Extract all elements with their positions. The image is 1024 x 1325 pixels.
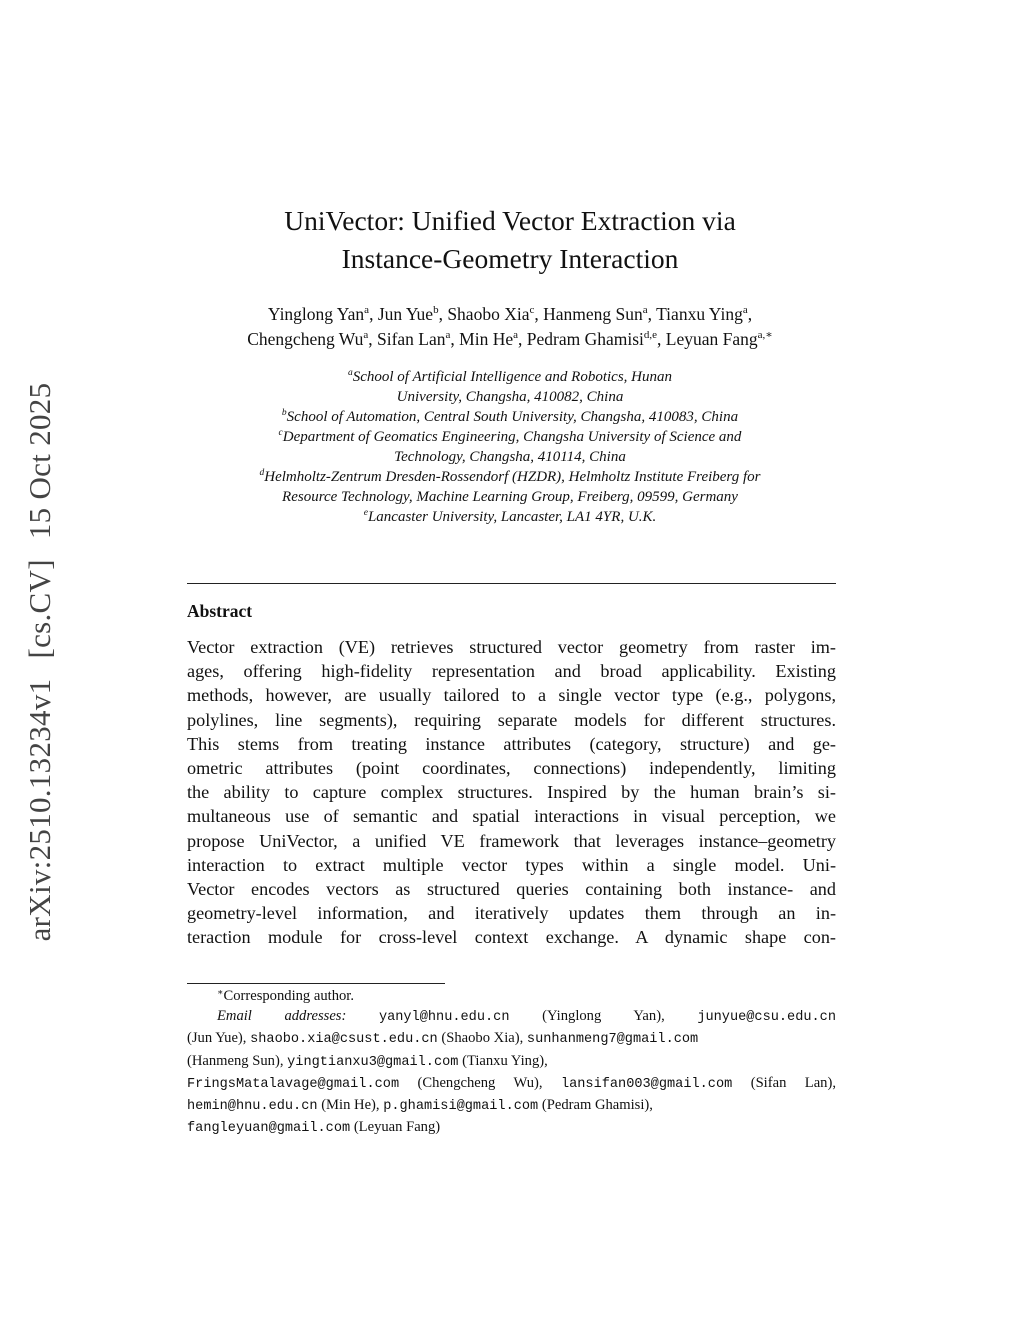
author-name: Pedram Ghamisi bbox=[526, 329, 644, 349]
affil-marker: c bbox=[278, 428, 283, 438]
author-name: Chengcheng Wu bbox=[247, 329, 364, 349]
affil-marker: d bbox=[259, 468, 265, 478]
abstract-line: ages, offering high-fidelity representation and broad applicability. Existing bbox=[187, 661, 836, 682]
affil-line: Technology, Changsha, 410114, China bbox=[394, 449, 626, 465]
abstract-line: the ability to capture complex structures. Inspired by the human brain’s si- bbox=[187, 782, 836, 803]
author-affil-marker: a bbox=[642, 304, 648, 316]
affiliation-a-cont bbox=[140, 387, 880, 407]
email-link[interactable]: p.ghamisi@gmail.com bbox=[383, 1099, 539, 1115]
author-affil-marker: a,∗ bbox=[757, 329, 773, 341]
affil-marker: e bbox=[363, 508, 368, 518]
affiliation-b bbox=[140, 407, 880, 427]
affiliation-d bbox=[140, 467, 880, 487]
author-affil-marker: c bbox=[529, 304, 535, 316]
abstract-line: propose UniVector, a unified VE framework that leverages instance–geometry bbox=[187, 830, 836, 851]
affiliation-a bbox=[140, 367, 880, 387]
abstract-line: Vector extraction (VE) retrieves structured vector geometry from raster im- bbox=[187, 637, 836, 657]
abstract-line: interaction to extract multiple vector types within a single model. Uni- bbox=[187, 854, 836, 875]
author-affil-marker: a bbox=[513, 329, 518, 341]
paper-title bbox=[140, 202, 880, 278]
author-affil-marker: a bbox=[445, 329, 451, 341]
footnote bbox=[187, 986, 836, 1139]
arxiv-date: 15 Oct 2025 bbox=[22, 382, 57, 540]
arxiv-sidebar-stamp bbox=[22, 383, 58, 942]
email-line: (Hanmeng Sun), yingtianxu3@gmail.com (Tianxu Ying), bbox=[187, 1052, 548, 1070]
author-name: Jun Yue bbox=[377, 304, 434, 324]
footnote-rule bbox=[187, 983, 445, 984]
email-owner: (Hanmeng Sun) bbox=[187, 1052, 280, 1069]
title-line-1: UniVector: Unified Vector Extraction via bbox=[284, 205, 736, 236]
email-owner: (Min He) bbox=[321, 1097, 376, 1114]
email-owner: (Leyuan Fang) bbox=[353, 1119, 441, 1136]
affiliation-e bbox=[140, 507, 880, 527]
email-link[interactable]: FringsMatalavage@gmail.com bbox=[187, 1076, 400, 1092]
email-line: hemin@hnu.edu.cn (Min He), p.ghamisi@gmail.com (Pedram Ghamisi), bbox=[187, 1097, 653, 1115]
author-affil-marker: d,e bbox=[643, 329, 658, 341]
affil-marker: a bbox=[347, 368, 353, 378]
email-line bbox=[187, 1117, 836, 1139]
author-affil-marker: a bbox=[364, 304, 370, 316]
author-line-2: Chengcheng Wu$^a$, Sifan Lan$^a$, Min He$^a$, Pedram Ghamisi$^{d,e}$, Leyuan Fang$^{a,∗}$ bbox=[247, 329, 773, 349]
author-affil-marker: a bbox=[363, 329, 369, 341]
affil-line: School of Automation, Central South University, Changsha, 410083, China bbox=[286, 409, 739, 425]
footnote-marker: ∗ bbox=[217, 988, 224, 998]
abstract-line: ometric attributes (point coordinates, connections) independently, limiting bbox=[187, 758, 836, 779]
abstract-line: polylines, line segments), requiring separate models for different structures. bbox=[187, 709, 836, 730]
email-link[interactable]: hemin@hnu.edu.cn bbox=[187, 1099, 318, 1115]
email-owner: (Pedram Ghamisi) bbox=[541, 1097, 650, 1114]
affil-marker: b bbox=[281, 408, 287, 418]
author-list bbox=[140, 302, 880, 352]
author-line-1: Yinglong Yan$^a$, Jun Yue$^b$, Shaobo Xia$^c$, Hanmeng Sun$^a$, Tianxu Ying$^a$, bbox=[267, 304, 753, 324]
affil-line: Resource Technology, Machine Learning Group, Freiberg, 09599, Germany bbox=[282, 489, 738, 505]
email-link[interactable]: yingtianxu3@gmail.com bbox=[287, 1054, 459, 1070]
author-affil-marker: b bbox=[433, 304, 439, 316]
email-link[interactable]: lansifan003@gmail.com bbox=[560, 1076, 733, 1092]
email-line: (Jun Yue), shaobo.xia@csust.edu.cn (Shaobo Xia), sunhanmeng7@gmail.com bbox=[187, 1030, 699, 1048]
email-owner: (Sifan Lan) bbox=[750, 1074, 833, 1091]
email-owner: (Yinglong Yan) bbox=[542, 1008, 662, 1025]
abstract-top-rule bbox=[187, 583, 836, 584]
email-owner: (Tianxu Ying) bbox=[462, 1052, 545, 1069]
abstract-line: This stems from treating instance attributes (category, structure) and ge- bbox=[187, 733, 836, 754]
author-name: Shaobo Xia bbox=[447, 304, 530, 324]
abstract-line: multaneous use of semantic and spatial interactions in visual perception, we bbox=[187, 806, 836, 827]
email-line: Email addresses: yanyl@hnu.edu.cn (Yinglong Yan), junyue@csu.edu.cn bbox=[217, 1008, 836, 1026]
affiliations bbox=[140, 367, 880, 527]
title-line-2: Instance-Geometry Interaction bbox=[341, 243, 679, 274]
affiliation-c-cont bbox=[140, 447, 880, 467]
author-name: Min He bbox=[459, 329, 514, 349]
email-link[interactable]: junyue@csu.edu.cn bbox=[697, 1010, 836, 1026]
author-name: Leyuan Fang bbox=[665, 329, 758, 349]
arxiv-category: [cs.CV] bbox=[22, 559, 57, 659]
abstract-line: geometry-level information, and iteratively updates them through an in- bbox=[187, 903, 836, 924]
email-link[interactable]: fangleyuan@gmail.com bbox=[187, 1121, 351, 1137]
affil-line: Department of Geomatics Engineering, Changsha University of Science and bbox=[282, 429, 742, 445]
email-link[interactable]: yanyl@hnu.edu.cn bbox=[378, 1010, 510, 1026]
abstract-line: Vector encodes vectors as structured queries containing both instance- and bbox=[187, 879, 836, 900]
corresponding-text: Corresponding author. bbox=[223, 988, 354, 1004]
email-link[interactable]: sunhanmeng7@gmail.com bbox=[526, 1032, 699, 1048]
email-link[interactable]: shaobo.xia@csust.edu.cn bbox=[250, 1032, 438, 1048]
author-name: Sifan Lan bbox=[376, 329, 446, 349]
abstract-body bbox=[187, 635, 836, 950]
email-owner: (Jun Yue) bbox=[187, 1030, 243, 1047]
affil-line: University, Changsha, 410082, China bbox=[396, 389, 624, 405]
email-owner: (Chengcheng Wu) bbox=[417, 1074, 539, 1091]
author-name: Hanmeng Sun bbox=[543, 304, 643, 324]
abstract-heading: Abstract bbox=[187, 601, 253, 621]
abstract-line: methods, however, are usually tailored to a single vector type (e.g., polygons, bbox=[187, 685, 836, 706]
email-label: Email addresses: bbox=[217, 1008, 347, 1025]
author-name: Yinglong Yan bbox=[267, 304, 365, 324]
email-owner: (Shaobo Xia) bbox=[441, 1030, 520, 1047]
email-line: FringsMatalavage@gmail.com (Chengcheng Wu), lansifan003@gmail.com (Sifan Lan), bbox=[187, 1074, 836, 1092]
affiliation-c bbox=[140, 427, 880, 447]
affiliation-d-cont bbox=[140, 487, 880, 507]
author-name: Tianxu Ying bbox=[656, 304, 743, 324]
arxiv-id: arXiv:2510.13234v1 bbox=[22, 678, 57, 942]
affil-line: Lancaster University, Lancaster, LA1 4YR, U.K. bbox=[367, 509, 657, 525]
affil-line: School of Artificial Intelligence and Robotics, Hunan bbox=[352, 369, 672, 385]
author-affil-marker: a bbox=[742, 304, 748, 316]
corresponding-author-note bbox=[187, 986, 836, 1006]
affil-line: Helmholtz-Zentrum Dresden-Rossendorf (HZDR), Helmholtz Institute Freiberg for bbox=[264, 469, 761, 485]
abstract-line: teraction module for cross-level context exchange. A dynamic shape con- bbox=[187, 927, 836, 948]
